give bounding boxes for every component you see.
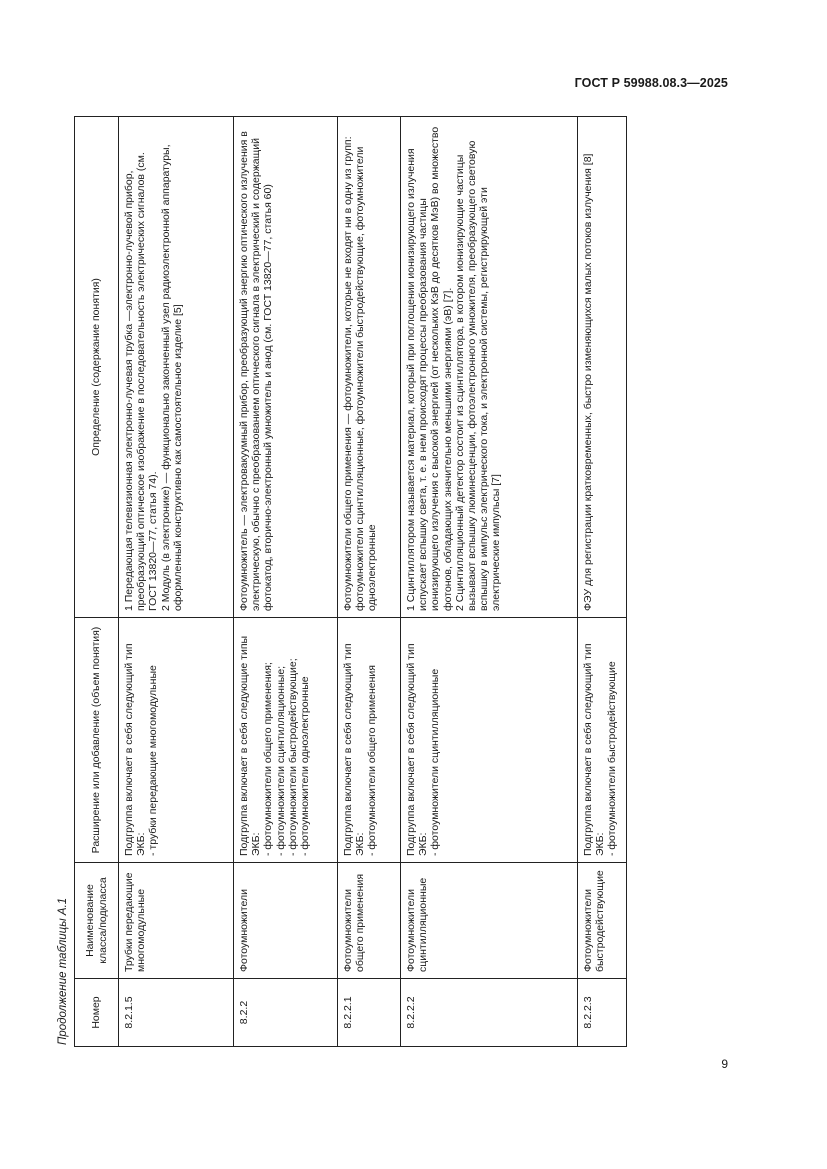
table-row — [338, 117, 401, 1047]
column-header-number: Номер — [75, 979, 119, 1047]
document-standard-code: ГОСТ Р 59988.08.3—2025 — [574, 76, 728, 90]
cell-definition: 1 Передающая телевизионная электронно-лучевая трубка —электронно-лучевой прибор, преобразующий оптическое изображение в последовательность электрических сигналов (см. ГОСТ 13820—77, статья 74). 2 Модуль (в электронике) — функционально законченный узел радиоэлектронной аппаратуры, оформленный конструктивно как самостоятельное изделие [5] — [119, 117, 234, 618]
cell-number: 8.2.2.3 — [578, 979, 627, 1047]
cell-extension: Подгруппа включает в себя следующий тип ЭКБ: - фотоумножители быстродействующие — [578, 618, 627, 863]
cell-definition: Фотоумножитель — электровакуумный прибор, преобразующий энергию оптического излучения в электрическую, обычно с преобразованием оптического сигнала в электрический и содержащий фотокатод, вторично-электронный умножитель и анод (см. ГОСТ 13820—77, статья 60) — [234, 117, 338, 618]
cell-extension: Подгруппа включает в себя следующий тип ЭКБ: - фотоумножители общего применения — [338, 618, 401, 863]
table-caption: Продолжение таблицы А.1 — [57, 897, 69, 1045]
table-row — [578, 117, 627, 1047]
table-row — [119, 117, 234, 1047]
cell-number: 8.2.2.1 — [338, 979, 401, 1047]
column-header-extension: Расширение или добавление (объем понятия) — [75, 618, 119, 863]
rotated-table-block — [52, 117, 632, 1047]
cell-extension: Подгруппа включает в себя следующие типы ЭКБ: - фотоумножители общего применения; - фотоумножители сцинтилляционные; - фотоумножители быстродействующие; - фотоумножители одноэлектронные — [234, 618, 338, 863]
column-header-definition: Определение (содержание понятия) — [75, 117, 119, 618]
cell-extension: Подгруппа включает в себя следующий тип ЭКБ: - фотоумножители сцинтилляционные — [401, 618, 578, 863]
cell-name: Фотоумножители быстродействующие — [578, 863, 627, 979]
classification-table — [74, 116, 627, 1047]
cell-definition: 1 Сцинтиллятором называется материал, который при поглощении ионизирующего излучения испускает вспышку света, т. е. в нем происходят процессы преобразования частицы ионизирующего излучения с высокой энергией (от нескольких КэВ до десятков МэВ) во множество фотонов, обладающих значительно меньшими энергиями (эВ) [7]. 2 Сцинтилляционный детектор состоит из сцинтиллятора, в котором ионизирующие частицы вызывают вспышку люминесценции, фотоэлектронного умножителя, преобразующего световую вспышку в импульс электрического тока, и электронной системы, регистрирующей эти электрические импульсы [7] — [401, 117, 578, 618]
cell-definition: ФЭУ для регистрации кратковременных, быстро изменяющихся малых потоков излучения [8] — [578, 117, 627, 618]
table-header-row — [75, 117, 119, 1047]
cell-number: 8.2.2.2 — [401, 979, 578, 1047]
column-header-name: Наименование класса/подкласса — [75, 863, 119, 979]
page-number: 9 — [721, 1057, 728, 1071]
cell-name: Фотоумножители сцинтилляционные — [401, 863, 578, 979]
cell-name: Фотоумножители общего применения — [338, 863, 401, 979]
table-row — [234, 117, 338, 1047]
table-row — [401, 117, 578, 1047]
cell-number: 8.2.2 — [234, 979, 338, 1047]
cell-extension: Подгруппа включает в себя следующий тип ЭКБ: - трубки передающие многомодульные — [119, 618, 234, 863]
cell-name: Фотоумножители — [234, 863, 338, 979]
cell-name: Трубки передающие многомодульные — [119, 863, 234, 979]
cell-definition: Фотоумножители общего применения — фотоумножители, которые не входят ни в одну из групп: фотоумножители сцинтилляционные, фотоумножители быстродействующие, фотоумножители одноэлектронные — [338, 117, 401, 618]
cell-number: 8.2.1.5 — [119, 979, 234, 1047]
